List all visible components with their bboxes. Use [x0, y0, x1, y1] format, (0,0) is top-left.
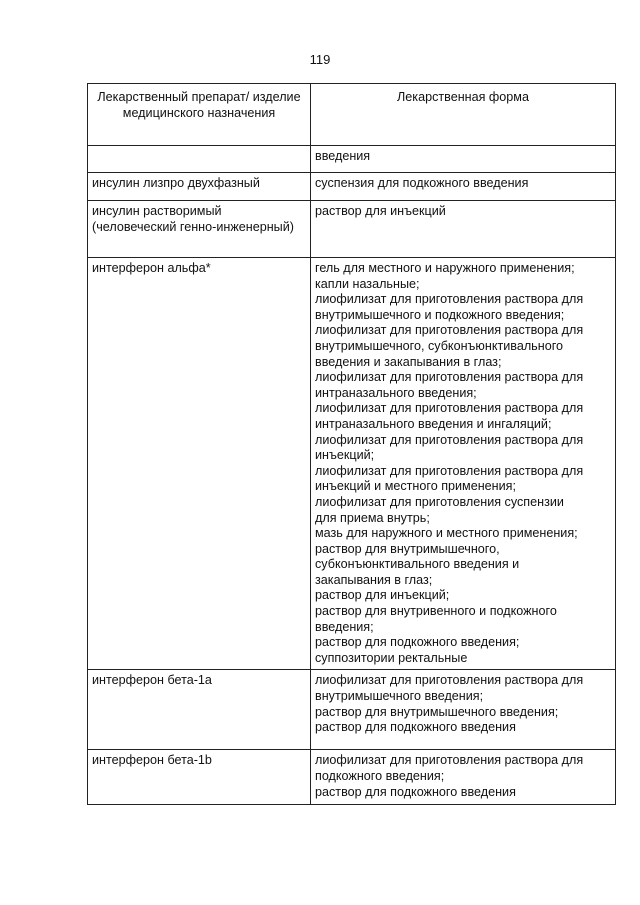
header-drug: Лекарственный препарат/ изделие медицинского назначения — [88, 84, 311, 146]
drug-name-cell: инсулин лизпро двухфазный — [88, 173, 311, 201]
dosage-form-cell — [311, 173, 616, 201]
dosage-form-line: введения; — [315, 619, 374, 634]
dosage-form-line: раствор для внутривенного и подкожного — [315, 604, 557, 619]
dosage-form-line: лиофилизат для приготовления раствора для — [315, 323, 584, 338]
dosage-form-line: инъекций и местного применения; — [315, 479, 516, 494]
drug-name-cell: инсулин растворимый (человеческий генно-инженерный) — [88, 201, 311, 258]
table-body — [88, 146, 616, 805]
dosage-form-line: введения и закапывания в глаз; — [315, 354, 502, 369]
page-number: 119 — [309, 52, 331, 67]
dosage-form-line: мазь для наружного и местного применения; — [315, 526, 578, 541]
dosage-form-line: лиофилизат для приготовления раствора для — [315, 370, 584, 385]
table-row — [88, 201, 616, 258]
dosage-form-cell — [311, 750, 616, 805]
dosage-form-line: для приема внутрь; — [315, 510, 430, 525]
dosage-form-line: лиофилизат для приготовления раствора для — [315, 292, 584, 307]
dosage-form-line: интраназального введения и ингаляций; — [315, 416, 552, 431]
dosage-form-line: раствор для подкожного введения; — [315, 635, 520, 650]
dosage-form-line: интраназального введения; — [315, 385, 477, 400]
drug-name-cell — [88, 146, 311, 173]
table-row — [88, 146, 616, 173]
drug-name-cell: интерферон бета-1a — [88, 670, 311, 750]
dosage-form-line: субконъюнктивального введения и — [315, 557, 520, 572]
dosage-form-line: суппозитории ректальные — [315, 650, 468, 665]
dosage-form-line: лиофилизат для приготовления раствора для — [315, 432, 584, 447]
drug-name-cell: интерферон альфа* — [88, 258, 311, 670]
dosage-form-line: внутримышечного, субконъюнктивального — [315, 338, 564, 353]
dosage-form-line: раствор для внутримышечного, — [315, 541, 500, 556]
dosage-form-line: введения — [315, 149, 371, 163]
dosage-form-line: лиофилизат для приготовления раствора для — [315, 463, 584, 478]
drug-name-cell: интерферон бета-1b — [88, 750, 311, 805]
dosage-form-line: раствор для инъекций; — [315, 588, 450, 603]
dosage-form-line: раствор для подкожного введения — [315, 784, 516, 799]
table-row — [88, 258, 616, 670]
dosage-form-line: лиофилизат для приготовления раствора для — [315, 401, 584, 416]
dosage-form-line: капли назальные; — [315, 276, 420, 291]
dosage-form-cell — [311, 258, 616, 670]
dosage-form-cell — [311, 146, 616, 173]
table-row — [88, 670, 616, 750]
table-header-row — [88, 84, 616, 146]
drug-table — [87, 83, 616, 805]
dosage-form-line: внутримышечного введения; — [315, 689, 484, 704]
dosage-form-line: раствор для внутримышечного введения; — [315, 704, 559, 719]
dosage-form-line: инъекций; — [315, 448, 375, 463]
dosage-form-line: закапывания в глаз; — [315, 572, 433, 587]
dosage-form-line: внутримышечного и подкожного введения; — [315, 307, 565, 322]
dosage-form-line: подкожного введения; — [315, 769, 445, 784]
dosage-form-line: гель для местного и наружного применения; — [315, 261, 575, 275]
dosage-form-line: лиофилизат для приготовления суспензии — [315, 494, 564, 509]
dosage-form-line: раствор для инъекций — [315, 204, 446, 218]
dosage-form-line: раствор для подкожного введения — [315, 720, 516, 735]
dosage-form-line: лиофилизат для приготовления раствора для — [315, 673, 584, 688]
dosage-form-cell — [311, 201, 616, 258]
dosage-form-cell — [311, 670, 616, 750]
header-form: Лекарственная форма — [311, 84, 616, 146]
dosage-form-line: лиофилизат для приготовления раствора для — [315, 753, 584, 768]
table-row — [88, 750, 616, 805]
table-row — [88, 173, 616, 201]
dosage-form-line: суспензия для подкожного введения — [315, 176, 529, 190]
